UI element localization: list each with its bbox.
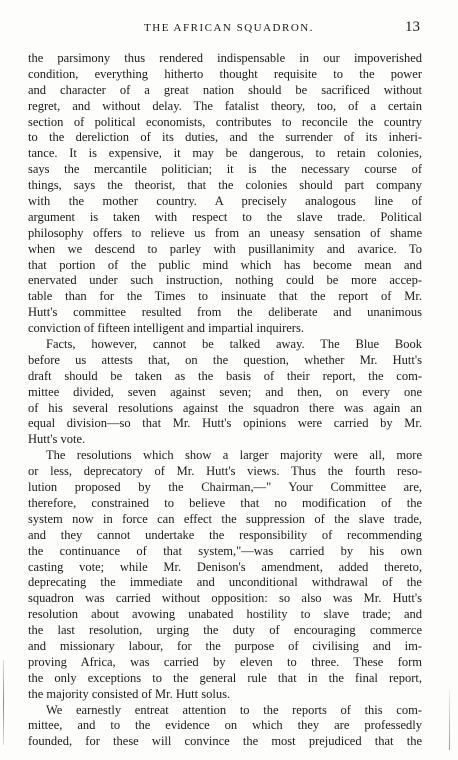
text-line: the parsimony thus rendered indispensable in our impoverished [28,51,422,65]
text-line: conviction of fifteen intelligent and impartial inquirers. [28,321,304,336]
text-line: section of political economists, contributes to reconcile the country [28,114,422,129]
text-line: with the mother country. A precisely analogous line of [28,194,422,209]
binding-shadow [3,660,4,745]
text-line: argument is taken with respect to the slave trade. Political [28,209,422,224]
text-line: enervated under such instruction, nothing could be more accep- [28,273,422,288]
text-line: therefore, constrained to believe that no modification of the [28,495,422,510]
text-line: says the mercantile politician; it is the necessary course of [28,162,422,177]
text-line: of his several resolutions against the squadron there was again an [28,400,422,415]
text-line: We earnestly entreat attention to the reports of this com- [46,702,422,717]
text-line: and they cannot undertake the responsibility of recommending [28,527,422,542]
text-line: lution proposed by the Chairman,—" Your Committee are, [28,480,422,495]
text-line: Hutt's committee resulted from the deliberate and unanimous [28,305,422,320]
text-line: before us attests that, on the question, whether Mr. Hutt's [28,352,422,367]
text-line: when we descend to parley with pusillanimity and avarice. To [28,241,422,256]
text-line: to the dereliction of its duties, and the surrender of its inheri- [28,130,422,145]
text-line: that portion of the public mind which has become mean and [28,257,422,272]
text-line: regret, and without delay. The fatalist theory, too, of a certain [28,98,422,113]
text-line: equal division—so that Mr. Hutt's opinions were carried by Mr. [28,416,422,431]
text-line: table than for the Times to insinuate that the report of Mr. [28,289,422,304]
text-line: mittee divided, seven against seven; and then, on every one [28,384,422,399]
text-line: the continuance of that system,"—was carried by his own [28,543,422,558]
page-edge-mark [449,690,450,750]
running-title: THE AFRICAN SQUADRON. [144,22,314,34]
text-line: philosophy offers to relieve us from an uneasy sensation of shame [28,225,422,240]
text-line: mittee, and to the evidence on which they are professedly [28,718,422,733]
text-line: the majority consisted of Mr. Hutt solus. [28,686,231,701]
text-line: the only exceptions to the general rule that in the final report, [28,670,422,685]
text-line: Facts, however, cannot be talked away. The Blue Book [46,337,422,352]
text-line: resolution about avowing unabated hostility to slave trade; and [28,607,422,622]
text-line: squadron was carried without opposition: so also was Mr. Hutt's [28,591,422,606]
text-line: or less, deprecatory of Mr. Hutt's views. Thus the fourth reso- [28,464,422,479]
text-line: and character of a great nation should be sacrificed without [28,82,422,97]
text-line: casting vote; while Mr. Denison's amendment, added thereto, [28,559,422,574]
text-line: Hutt's vote. [28,432,86,447]
text-line: proving Africa, was carried by eleven to three. These form [28,654,422,669]
text-line: and missionary labour, for the purpose of civilising and im- [28,638,422,653]
text-line: things, says the theorist, that the colonies should part company [28,178,422,193]
text-line: deprecating the immediate and unconditional withdrawal of the [28,575,422,590]
page-number: 13 [405,19,420,35]
text-line: draft should be taken as the basis of their report, the com- [28,368,422,383]
page-header [0,19,458,42]
text-line: founded, for these will convince the most prejudiced that the [28,734,422,749]
body-text [28,51,422,750]
text-line: tance. It is expensive, it may be dangerous, to retain colonies, [28,146,422,161]
text-line: The resolutions which show a larger majority were all, more [46,448,422,463]
text-line: the last resolution, urging the duty of encouraging commerce [28,623,422,638]
text-line: system now in force can effect the suppression of the slave trade, [28,511,422,526]
text-line: condition, everything hitherto thought requisite to the power [28,66,422,81]
